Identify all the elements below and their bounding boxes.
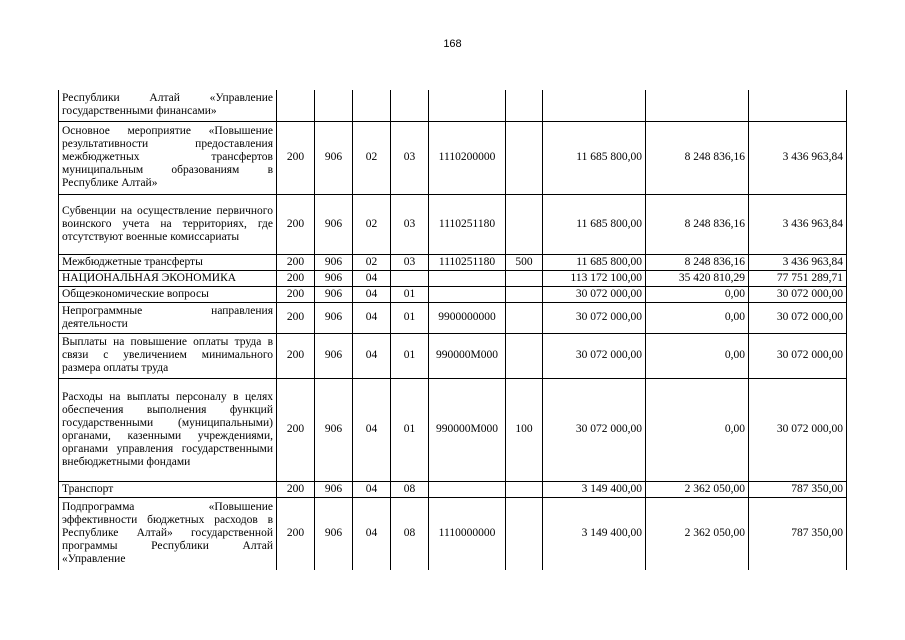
row-amount-2: 8 248 836,16	[646, 121, 749, 194]
table-row	[59, 121, 847, 194]
row-amount-3: 3 436 963,84	[749, 121, 847, 194]
row-code-2: 906	[315, 270, 353, 286]
row-code-2: 906	[315, 254, 353, 270]
row-name: Транспорт	[59, 481, 277, 497]
row-code-6	[506, 90, 543, 121]
row-code-2: 906	[315, 286, 353, 302]
row-amount-3: 77 751 289,71	[749, 270, 847, 286]
row-amount-3: 30 072 000,00	[749, 378, 847, 481]
row-code-6	[506, 286, 543, 302]
row-code-3: 04	[353, 286, 391, 302]
row-code-5: 1110251180	[429, 254, 506, 270]
row-code-4: 01	[391, 286, 429, 302]
row-code-3: 04	[353, 497, 391, 570]
row-amount-2: 2 362 050,00	[646, 497, 749, 570]
row-code-1: 200	[277, 302, 315, 333]
row-name: Расходы на выплаты персоналу в целях обеспечения выполнения функций государственными (муниципальными) органами, казенными учреждениями, органами управления государственными внебюджетными фондами	[59, 378, 277, 481]
row-code-2: 906	[315, 121, 353, 194]
row-code-6	[506, 121, 543, 194]
row-amount-3: 30 072 000,00	[749, 286, 847, 302]
row-code-3	[353, 90, 391, 121]
row-code-6	[506, 194, 543, 254]
row-amount-1: 11 685 800,00	[543, 194, 646, 254]
row-name: Подпрограмма «Повышение эффективности бюджетных расходов в Республике Алтай» государственной программы Республики Алтай «Управление	[59, 497, 277, 570]
row-name: Межбюджетные трансферты	[59, 254, 277, 270]
row-code-5: 9900000000	[429, 302, 506, 333]
row-amount-3	[749, 90, 847, 121]
row-amount-3: 3 436 963,84	[749, 194, 847, 254]
row-amount-2: 35 420 810,29	[646, 270, 749, 286]
table-row	[59, 270, 847, 286]
row-code-1: 200	[277, 333, 315, 378]
row-amount-1: 3 149 400,00	[543, 481, 646, 497]
row-amount-1	[543, 90, 646, 121]
row-name: Общеэкономические вопросы	[59, 286, 277, 302]
table-row	[59, 333, 847, 378]
row-code-5: 990000М000	[429, 378, 506, 481]
row-code-6	[506, 481, 543, 497]
page-number: 168	[443, 38, 462, 50]
table-row	[59, 378, 847, 481]
row-code-6	[506, 270, 543, 286]
table-row	[59, 481, 847, 497]
row-code-5	[429, 90, 506, 121]
row-code-2: 906	[315, 302, 353, 333]
row-code-1: 200	[277, 497, 315, 570]
row-amount-2: 8 248 836,16	[646, 194, 749, 254]
row-name: Основное мероприятие «Повышение результативности предоставления межбюджетных трансфертов муниципальным образованиям в Республике Алтай»	[59, 121, 277, 194]
row-code-1: 200	[277, 378, 315, 481]
row-code-5	[429, 286, 506, 302]
row-amount-3: 30 072 000,00	[749, 333, 847, 378]
row-code-4: 01	[391, 333, 429, 378]
table-row	[59, 286, 847, 302]
row-code-5: 1110000000	[429, 497, 506, 570]
row-code-1: 200	[277, 254, 315, 270]
row-code-5: 1110200000	[429, 121, 506, 194]
row-code-4: 08	[391, 497, 429, 570]
row-name: Выплаты на повышение оплаты труда в связи с увеличением минимального размера оплаты труда	[59, 333, 277, 378]
row-code-2	[315, 90, 353, 121]
row-code-3: 04	[353, 481, 391, 497]
budget-table	[58, 90, 847, 570]
row-code-4: 03	[391, 121, 429, 194]
row-code-1: 200	[277, 286, 315, 302]
row-amount-1: 11 685 800,00	[543, 254, 646, 270]
row-code-4: 08	[391, 481, 429, 497]
row-code-5	[429, 270, 506, 286]
row-amount-2: 2 362 050,00	[646, 481, 749, 497]
row-code-2: 906	[315, 333, 353, 378]
row-code-6: 100	[506, 378, 543, 481]
table-row	[59, 254, 847, 270]
row-amount-1: 30 072 000,00	[543, 302, 646, 333]
row-code-4	[391, 90, 429, 121]
row-name: Республики Алтай «Управление государственными финансами»	[59, 90, 277, 121]
row-amount-3: 787 350,00	[749, 481, 847, 497]
row-amount-1: 30 072 000,00	[543, 286, 646, 302]
row-code-6	[506, 497, 543, 570]
row-code-3: 04	[353, 378, 391, 481]
row-code-5: 1110251180	[429, 194, 506, 254]
row-code-2: 906	[315, 194, 353, 254]
row-name: Субвенции на осуществление первичного воинского учета на территориях, где отсутствуют военные комиссариаты	[59, 194, 277, 254]
row-code-3: 02	[353, 121, 391, 194]
row-amount-1: 30 072 000,00	[543, 333, 646, 378]
row-amount-2: 8 248 836,16	[646, 254, 749, 270]
row-code-6: 500	[506, 254, 543, 270]
row-amount-1: 11 685 800,00	[543, 121, 646, 194]
row-amount-3: 787 350,00	[749, 497, 847, 570]
row-code-1: 200	[277, 270, 315, 286]
row-name: Непрограммные направления деятельности	[59, 302, 277, 333]
row-amount-3: 30 072 000,00	[749, 302, 847, 333]
row-code-1	[277, 90, 315, 121]
row-amount-2: 0,00	[646, 302, 749, 333]
row-code-4	[391, 270, 429, 286]
row-code-1: 200	[277, 481, 315, 497]
row-amount-3: 3 436 963,84	[749, 254, 847, 270]
row-code-1: 200	[277, 194, 315, 254]
row-code-3: 04	[353, 333, 391, 378]
row-code-2: 906	[315, 378, 353, 481]
row-name: НАЦИОНАЛЬНАЯ ЭКОНОМИКА	[59, 270, 277, 286]
row-code-4: 03	[391, 194, 429, 254]
row-code-6	[506, 302, 543, 333]
row-code-5	[429, 481, 506, 497]
row-amount-2: 0,00	[646, 286, 749, 302]
table-row	[59, 194, 847, 254]
table-row	[59, 90, 847, 121]
row-amount-1: 113 172 100,00	[543, 270, 646, 286]
row-code-3: 02	[353, 194, 391, 254]
row-code-4: 01	[391, 302, 429, 333]
row-code-3: 02	[353, 254, 391, 270]
row-amount-2: 0,00	[646, 378, 749, 481]
table-row	[59, 302, 847, 333]
row-code-4: 03	[391, 254, 429, 270]
row-code-2: 906	[315, 497, 353, 570]
row-code-6	[506, 333, 543, 378]
row-code-2: 906	[315, 481, 353, 497]
row-amount-1: 30 072 000,00	[543, 378, 646, 481]
row-code-4: 01	[391, 378, 429, 481]
table-row	[59, 497, 847, 570]
row-code-1: 200	[277, 121, 315, 194]
row-amount-1: 3 149 400,00	[543, 497, 646, 570]
row-amount-2: 0,00	[646, 333, 749, 378]
row-amount-2	[646, 90, 749, 121]
row-code-3: 04	[353, 270, 391, 286]
row-code-5: 990000М000	[429, 333, 506, 378]
row-code-3: 04	[353, 302, 391, 333]
